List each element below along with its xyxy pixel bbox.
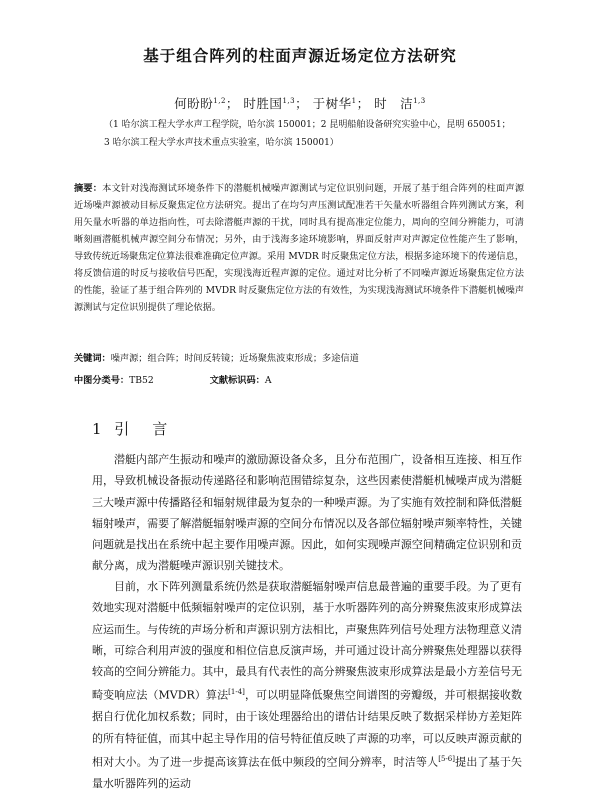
author-affiliation-mark: 1,2 (213, 96, 226, 105)
paragraph-text: 目前，水下阵列测量系统仍然是获取潜艇辐射噪声信息最普遍的重要手段。为了更有效地实现对潜艇中低频辐射噪声的定位识别，基于水听器阵列的高分辨聚焦波束形成算法应运而生。与传统的声场分析和声源识别方法相比，声聚焦阵列信号处理方法物理意义清晰，可综合利用声波的强度和相位信息反演声场，并可通过设计高分辨聚焦处理器以获得较高的空间分辨能力。其中，最具有代表性的高分辨聚焦波束形成算法是最小方差信号无畸变响应法（MVDR）算法 (92, 580, 522, 703)
author-name: 时 洁 (374, 96, 414, 111)
paragraph-text: ，可以明显降低聚焦空间谱图的旁瓣级，并可根据接收数据自行优化加权系数；同时，由于该处理器给出的谱估计结果反映了数据采样协方差矩阵的所有特征值，而其中起主导作用的信号特征值反映了声源的功率，可以反映声源贡献的相对大小。为了进一步提高该算法在低中频段的空间分辨率，时洁等人 (92, 689, 522, 769)
affiliation-line: 3 哈尔滨工程大学水声技术重点实验室，哈尔滨 150001） (104, 138, 339, 148)
paragraph-text: 提出了基于矢量水听器阵列的运动 (92, 755, 523, 790)
clc-label: 中图分类号： (74, 375, 130, 386)
author-separator: ； (295, 96, 309, 111)
author-affiliation-mark: 1,3 (282, 96, 296, 105)
citation-ref: [5-6] (438, 755, 455, 764)
author-name: 于树华 (312, 96, 352, 111)
author-list (0, 94, 600, 112)
section-heading: 1 引 言 (92, 420, 172, 438)
affiliation-line: （1 哈尔滨工程大学水声工程学院，哈尔滨 150001；2 昆明船舶设备研究实验中心，昆明 650051； (104, 120, 511, 130)
author-affiliation-mark: 1 (351, 96, 357, 105)
keywords-text: 噪声源；组合阵；时间反转镜；近场聚焦波束形成；多途信道 (110, 353, 359, 364)
author-separator: ； (225, 96, 239, 111)
author-separator: ； (356, 96, 370, 111)
author-affiliation-mark: 1,3 (413, 96, 426, 105)
body-paragraph: 潜艇内部产生振动和噪声的激励源设备众多，且分布范围广，设备相互连接、相互作用，导致机械设备振动传递路径和影响范围错综复杂，这些因素使潜艇机械噪声成为潜艇三大噪声源中传播路径和辐射规律最为复杂的一种噪声源。为了实施有效控制和降低潜艇辐射噪声，需要了解潜艇辐射噪声源的空间分布情况以及各部位辐射噪声频率特性，关键问题就是找出在系统中起主要作用噪声源。因此，如何实现噪声源空间精确定位识别和贡献分离，成为潜艇噪声源识别关键技术。 (92, 453, 522, 573)
keywords-label: 关键词： (74, 353, 111, 364)
abstract-text: 本文针对浅海测试环境条件下的潜艇机械噪声源测试与定位识别问题，开展了基于组合阵列的柱面声源近场噪声源被动目标反聚焦定位方法研究。提出了在均匀声压测试配准若干矢量水听器组合阵列测试方案，利用矢量水听器的单边指向性，可去除潜艇声源的干扰，同时具有提高准定位能力，周向的空间分辨能力，可清晰刻画潜艇机械声源空间分布情况；另外，由于浅海多途环境影响，界面反射声对声源定位性能产生了影响，导致传统近场聚焦定位算法很难准确定位声源。采用 MVDR 时反聚焦定位方法，根据多途环境下的传递信息，将反馈信道的时反与接收信号匹配，实现浅海近程声源的定位。通过对比分析了不同噪声源近场聚焦定位方法的性能，验证了基于组合阵列的 MVDR 时反聚焦定位方法的有效性，为实现浅海测试环境条件下潜艇机械噪声源测试与定位识别提供了理论依据。 (74, 183, 525, 313)
author-name: 时胜国 (243, 96, 283, 111)
clc-value: TB52 (129, 375, 154, 386)
citation-ref: [1-4] (228, 688, 245, 697)
doc-code-value: A (264, 375, 272, 386)
paper-title: 基于组合阵列的柱面声源近场定位方法研究 (143, 47, 457, 65)
doc-code-label: 文献标识码： (209, 375, 265, 386)
abstract-label: 摘要： (74, 183, 103, 194)
abstract (74, 180, 524, 316)
body-paragraph (92, 576, 522, 794)
keywords (74, 350, 359, 364)
classification-line (74, 372, 271, 386)
author-name: 何盼盼 (174, 96, 214, 111)
